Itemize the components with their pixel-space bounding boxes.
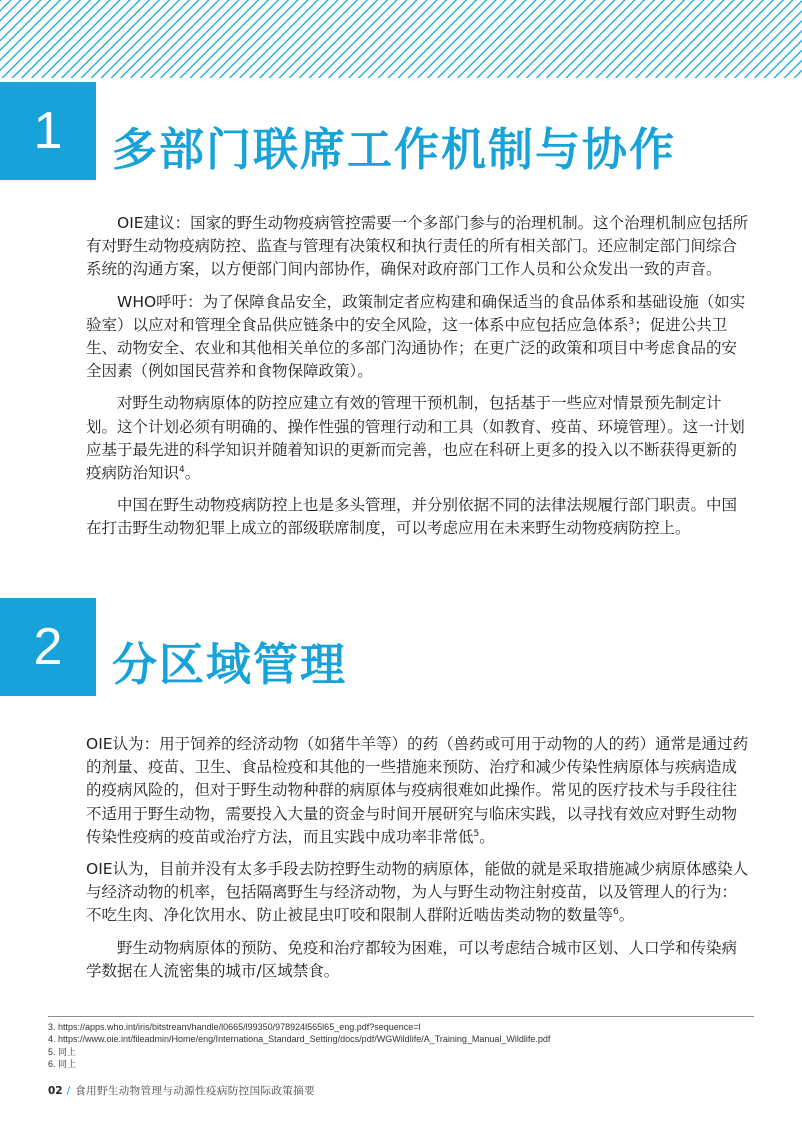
paragraph: WHO呼吁：为了保障食品安全，政策制定者应构建和确保适当的食品体系和基础设施（如实验室）以应对和管理全食品供应链条中的安全风险，这一体系中应包括应急体系$^3$；促进公共卫生、动物安全、农业和其他相关单位的多部门沟通协作；在更广泛的政策和项目中考虑食品的安全因素（例如国民营养和食物保障政策）。 <box>86 292 746 381</box>
paragraph: 野生动物病原体的预防、免疫和治疗都较为困难，可以考虑结合城市区划、人口学和传染病学数据在人流密集的城市/区域禁食。 <box>86 938 738 980</box>
footnote-ref: 3 <box>628 316 635 327</box>
footnotes <box>48 1021 754 1071</box>
footnote-item[interactable]: 4. https://www.oie.int/fileadmin/Home/eng/Internationa_Standard_Setting/docs/pdf/WGWildlife/A_Training_Manual_Wildlife.pdf <box>48 1034 551 1045</box>
footnote-divider <box>48 1016 754 1017</box>
header-hatch-band <box>0 0 802 78</box>
paragraph: 对野生动物病原体的防控应建立有效的管理干预机制，包括基于一些应对情景预先制定计划。这个计划必须有明确的、操作性强的管理行动和工具（如教育、疫苗、环境管理）。这一计划应基于最先进的科学知识并随着知识的更新而完善，也应在科研上更多的投入以不断获得更新的疫病防治知识$^4$。 <box>86 394 745 483</box>
section-number-badge: 2 <box>0 598 96 696</box>
footnote-ref: 5 <box>473 828 480 839</box>
paragraph: 中国在野生动物疫病防控上也是多头管理，并分别依据不同的法律法规履行部门职责。中国在打击野生动物犯罪上成立的部级联席制度，可以考虑应用在未来野生动物疫病防控上。 <box>86 496 738 538</box>
section-number-badge: 1 <box>0 82 96 180</box>
footnote-item[interactable]: 3. https://apps.who.int/iris/bitstream/handle/l0665/l99350/978924l565l65_eng.pdf?sequence=l <box>48 1022 421 1032</box>
section-body <box>86 733 752 992</box>
footnote-ref: 6 <box>613 907 619 918</box>
footnote-item: 5. 同上 <box>48 1046 77 1057</box>
section-title: 多部门联席工作机制与协作 <box>112 123 677 176</box>
publication-title: 食用野生动物管理与动源性疫病防控国际政策摘要 <box>75 1085 315 1097</box>
footnote-item: 6. 同上 <box>48 1059 77 1070</box>
page-footer <box>48 1082 315 1100</box>
footnote-ref: 4 <box>179 464 185 475</box>
footer-separator: / <box>66 1085 71 1097</box>
section-body <box>86 212 752 550</box>
paragraph: OIE认为，目前并没有太多手段去防控野生动物的病原体，能做的就是采取措施减少病原体感染人与经济动物的机率，包括隔离野生与经济动物，为人与野生动物注射疫苗，以及管理人的行为：不吃生肉、净化饮用水、防止被昆虫叮咬和限制人群附近啮齿类动物的数量等$^6$。 <box>86 860 749 925</box>
section-title: 分区域管理 <box>112 638 348 691</box>
paragraph: OIE建议：国家的野生动物疫病管控需要一个多部门参与的治理机制。这个治理机制应包括所有对野生动物疫病防控、监查与管理有决策权和执行责任的所有相关部门。还应制定部门间综合系统的沟通方案，以方便部门间内部协作，确保对政府部门工作人员和公众发出一致的声音。 <box>86 214 749 279</box>
page-number: 02 <box>48 1085 63 1097</box>
paragraph: OIE认为：用于饲养的经济动物（如猪牛羊等）的药（兽药或可用于动物的人的药）通常是通过药的剂量、疫苗、卫生、食品检疫和其他的一些措施来预防、治疗和减少传染性病原体与疾病造成的疫病风险的，但对于野生动物种群的病原体与疫病很难如此操作。常见的医疗技术与手段往往不适用于野生动物，需要投入大量的资金与时间开展研究与临床实践，以寻找有效应对野生动物传染性疫病的疫苗或治疗方法，而且实践中成功率非常低$^5$。 <box>86 735 749 846</box>
